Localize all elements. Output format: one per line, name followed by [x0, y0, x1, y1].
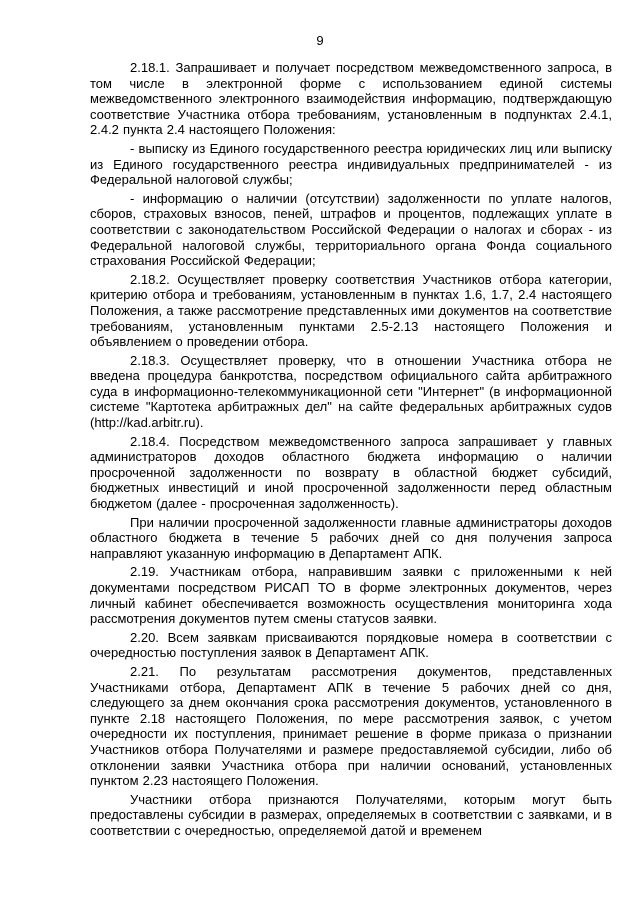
paragraph-2-21: 2.21. По результатам рассмотрения документов, представленных Участниками отбора, Департамент АПК в течение 5 рабочих дней со дня, следующего за днем окончания срока рассмотрения документов, установленного в пункте 2.18 настоящего Положения, по мере рассмотрения заявок, с учетом очередности их поступления, принимает решение в форме приказа о признании Участников отбора Получателями и размере предоставляемой субсидии, либо об отклонении заявки Участника отбора при наличии оснований, установленных пунктом 2.23 настоящего Положения.: [90, 663, 612, 789]
paragraph-egrul-extract: - выписку из Единого государственного реестра юридических лиц или выписку из Единого государственного реестра индивидуальных предпринимателей - из Федеральной налоговой службы;: [90, 140, 612, 188]
document-body: [90, 60, 612, 842]
paragraph-2-20: 2.20. Всем заявкам присваиваются порядковые номера в соответствии с очередностью поступления заявок в Департамент АПК.: [90, 629, 612, 661]
paragraph-2-19: 2.19. Участникам отбора, направившим заявки с приложенными к ней документами посредством РИСАП ТО в форме электронных документов, через личный кабинет обеспечивается возможность осуществления мониторинга хода рассмотрения документов путем смены статусов заявки.: [90, 564, 612, 627]
paragraph-2-18-2: 2.18.2. Осуществляет проверку соответствия Участников отбора категории, критерию отбора и требованиям, установленным в пунктах 1.6, 1.7, 2.4 настоящего Положения, а также рассмотрение представленных ими документов на соответствие требованиям, установленным пунктами 2.5-2.13 настоящего Положения и объявлением о проведении отбора.: [90, 271, 612, 350]
paragraph-recipients: Участники отбора признаются Получателями, которым могут быть предоставлены субсидии в размерах, определяемых в соответствии с заявками, и в соответствии с очередностью, определяемой датой и временем: [90, 791, 612, 838]
paragraph-overdue-debt: При наличии просроченной задолженности главные администраторы доходов областного бюджета в течение 5 рабочих дней со дня получения запроса направляют указанную информацию в Департамент АПК.: [90, 514, 612, 561]
paragraph-tax-debt-info: - информацию о наличии (отсутствии) задолженности по уплате налогов, сборов, страховых взносов, пеней, штрафов и процентов, подлежащих уплате в соответствии с законодательством Российской Федерации о налогах и сборах - из Федеральной налоговой службы, территориального органа Фонда социального страхования Российской Федерации;: [90, 190, 612, 269]
page-number: 9: [316, 33, 324, 48]
paragraph-2-18-4: 2.18.4. Посредством межведомственного запроса запрашивает у главных администраторов доходов областного бюджета информацию о наличии просроченной задолженности по возврату в областной бюджет субсидий, бюджетных инвестиций и иной просроченной задолженности перед областным бюджетом (далее - просроченная задолженность).: [90, 433, 612, 512]
paragraph-2-18-3: 2.18.3. Осуществляет проверку, что в отношении Участника отбора не введена процедура банкротства, посредством официального сайта арбитражного суда в информационно-телекоммуникационной сети "Интернет" (в информационной системе "Картотека арбитражных дел" на сайте федеральных арбитражных судов (http://kad.arbitr.ru).: [90, 352, 612, 431]
paragraph-2-18-1: 2.18.1. Запрашивает и получает посредством межведомственного запроса, в том числе в электронной форме с использованием единой системы межведомственного электронного взаимодействия информацию, подтверждающую соответствие Участника отбора требованиям, установленным в подпунктах 2.4.1, 2.4.2 пункта 2.4 настоящего Положения:: [90, 60, 612, 138]
